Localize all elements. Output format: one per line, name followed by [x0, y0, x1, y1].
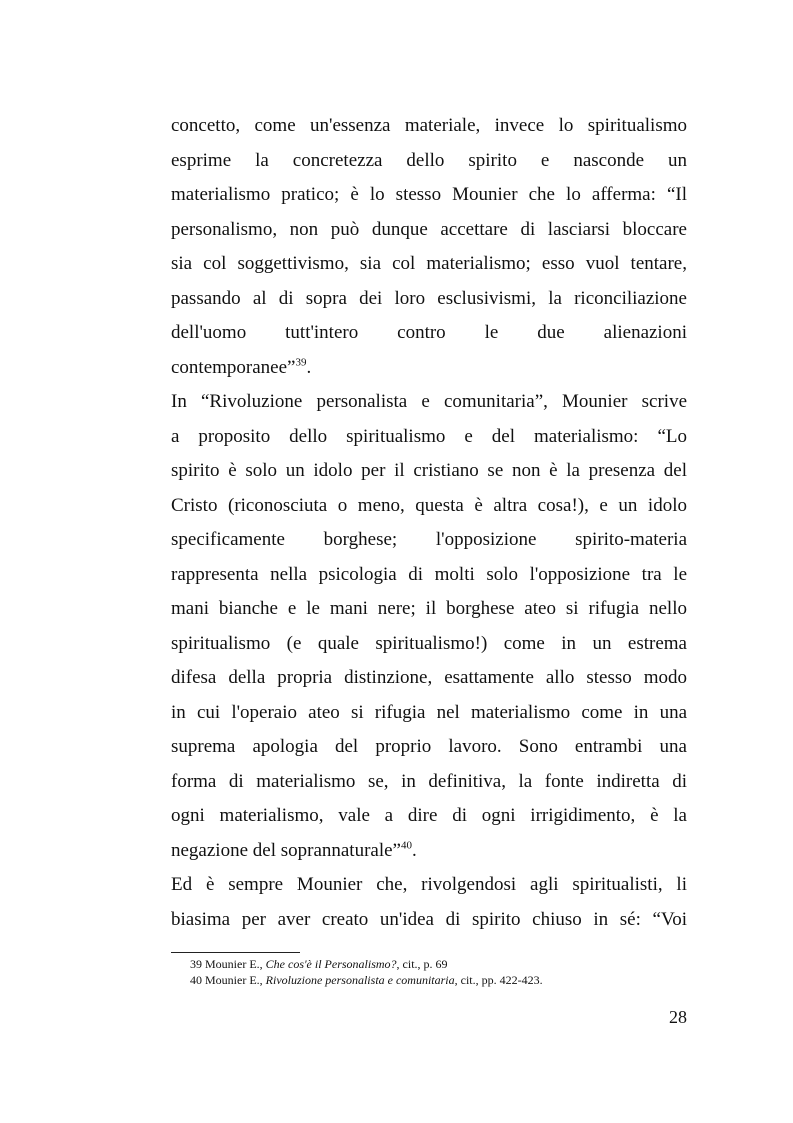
text-line: Cristo (riconosciuta o meno, questa è altra cosa!), e un idolo [171, 494, 687, 516]
footnote-39 [190, 956, 690, 972]
text-line: dell'uomo tutt'intero contro le due alienazioni [171, 322, 687, 343]
text-line: rappresenta nella psicologia di molti solo l'opposizione tra le [171, 563, 687, 585]
footnote-suffix: , cit., p. 69 [396, 957, 448, 971]
text-line: in cui l'operaio ateo si rifugia nel materialismo come in una [171, 701, 687, 723]
text-line-content: negazione del soprannaturale” [171, 839, 401, 861]
text-line: concetto, come un'essenza materiale, invece lo spiritualismo [171, 115, 687, 136]
text-line: biasima per aver creato un'idea di spirito chiuso in sé: “Voi [171, 908, 687, 930]
footnote-ref-40[interactable]: 40 [401, 839, 412, 852]
text-line: passando al di sopra dei loro esclusivismi, la riconciliazione [171, 287, 687, 309]
page-number: 28 [669, 1007, 687, 1027]
text-line: suprema apologia del proprio lavoro. Sono entrambi una [171, 736, 687, 757]
footnote-40 [190, 972, 690, 988]
footnote-ref-39[interactable]: 39 [295, 356, 307, 369]
text-line: esprime la concretezza dello spirito e nasconde un [171, 149, 687, 171]
footnotes [190, 956, 690, 988]
body-text [171, 109, 687, 937]
text-line: a proposito dello spiritualismo e del materialismo: “Lo [171, 425, 687, 447]
text-line: In “Rivoluzione personalista e comunitaria”, Mounier scrive [171, 391, 687, 412]
text-line [171, 834, 687, 869]
text-line: mani bianche e le mani nere; il borghese ateo si rifugia nello [171, 598, 687, 619]
sentence-period: . [306, 356, 312, 378]
footnote-prefix: 39 Mounier E., [190, 957, 266, 971]
text-line: ogni materialismo, vale a dire di ogni irrigidimento, è la [171, 805, 687, 826]
text-line-content: contemporanee” [171, 356, 296, 378]
footnote-separator [171, 952, 300, 953]
text-line: Ed è sempre Mounier che, rivolgendosi agli spiritualisti, li [171, 874, 687, 895]
text-line [171, 351, 687, 386]
footnote-title: Che cos'è il Personalismo? [265, 957, 397, 971]
text-line: forma di materialismo se, in definitiva, la fonte indiretta di [171, 770, 687, 792]
footnote-title: Rivoluzione personalista e comunitaria [265, 973, 455, 987]
footnote-suffix: , cit., pp. 422-423. [454, 973, 543, 987]
text-line: personalismo, non può dunque accettare di lasciarsi bloccare [171, 218, 687, 240]
sentence-period: . [412, 839, 417, 861]
text-line: specificamente borghese; l'opposizione spirito-materia [171, 529, 687, 550]
text-line: difesa della propria distinzione, esattamente allo stesso modo [171, 667, 687, 688]
footnote-prefix: 40 Mounier E., [190, 973, 266, 987]
text-line: sia col soggettivismo, sia col materialismo; esso vuol tentare, [171, 253, 687, 274]
text-line: spiritualismo (e quale spiritualismo!) come in un estrema [171, 632, 687, 654]
text-line: materialismo pratico; è lo stesso Mounier che lo afferma: “Il [171, 184, 687, 205]
text-line: spirito è solo un idolo per il cristiano se non è la presenza del [171, 460, 687, 481]
